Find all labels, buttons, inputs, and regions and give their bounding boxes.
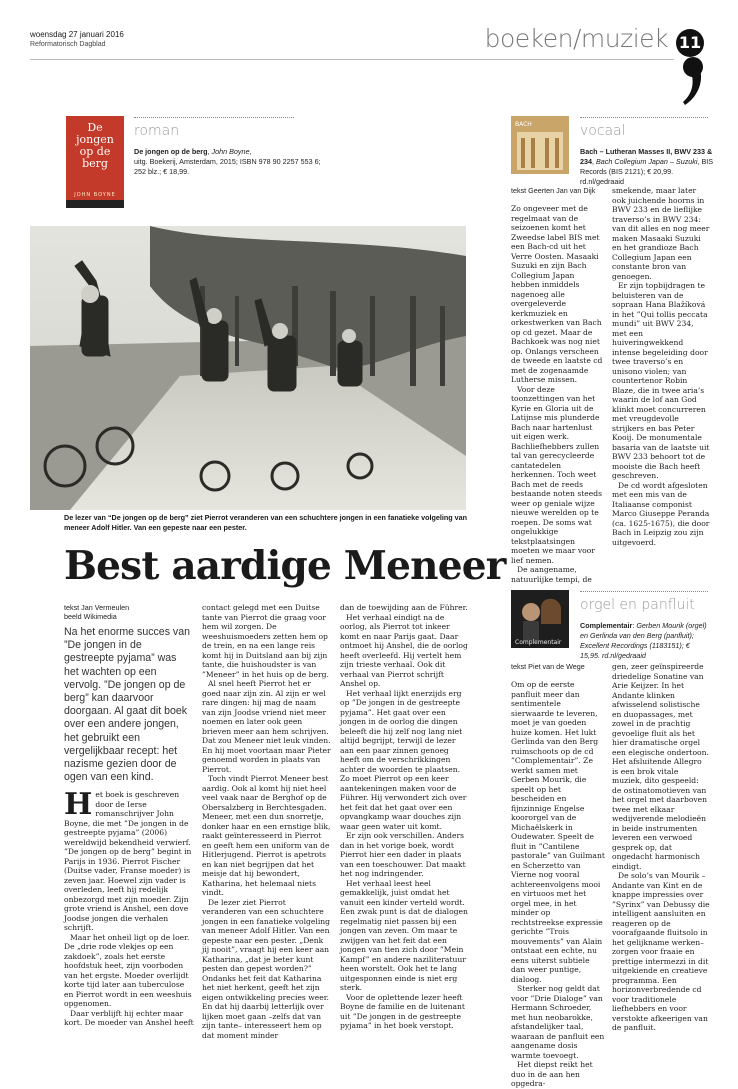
article-photo bbox=[30, 226, 466, 510]
svg-text:Complementair: Complementair bbox=[515, 639, 562, 646]
dotted-rule bbox=[580, 117, 708, 118]
organ-article-column-2: gen, zeer geïnspireerde driedelige Sonatine van Arie Keijzer. In het Andante klinken afwisselend solistische en duopassages, met zowel in de prachtig gevoelige fluit als het hier dramatische orgel een elegische ondertoon. Het afsluitende Allegro is een brok vitale muziek, dito gespeeld: de ostinatomotieven van het orgel met daarboven twee met elkaar wedijverende melodieën in beide instrumenten leveren een verwoed gesprek op, dat ongedacht harmonisch eindigt. De solo’s van Mourik –Andante van Kint en de knappe impressies over ”Syrinx” van Debussy die intelligent aansluiten en reageren op de voorafgaande fluitsolo in het geliјkname werken– zorgen voor fraaie en prettige intermezzi in dit uitgekiende en creatieve programma. Een horizonverbredende cd voor traditionele liefhebbers en voor verstokte afkeerigen van de panfluit. bbox=[612, 662, 710, 1032]
issue-date: woensdag 27 januari 2016 bbox=[30, 30, 124, 39]
cd-cover-complementair bbox=[511, 590, 569, 648]
book-article-column-2: contact gelegd met een Duitse tante van Pierrot die graag voor hem wil zorgen. De weeshuismoeders zetten hem op de trein, en na een lange reis komt hij in Duitsland aan bij zijn tante, die huishoudster is van ”Meneer” in het huis op de berg. Al snel heeft Pierrot het er goed naar zijn zin. Al zijn er wel rare dingen: hij mag de naam van zijn Joodse vriend niet meer noemen en later ook geen brieven meer aan hem schrijven. Dat zou Meneer niet leuk vinden. En hij moet voortaan maar Pieter genoemd worden in plaats van Pierrot. Toch vindt Pierrot Meneer best aardig. Ook al komt hij niet heel veel vaak naar de Berghof op de Obersalzberg in Berchtesgaden. Meneer, met een dun snorretje, donker haar en een ernstige blik, raakt geïnteresseerd in Pierrot en geeft hem een uniform van de Hitlerjugend. Pierrot is apetrots en kan niet begrijpen dat het meisje dat hij bewondert, Katharina, het helemaal niets vindt. De lezer ziet Pierrot veranderen van een schuchtere jongen in een fanatieke volgeling van meneer Adolf Hitler. Van een gepeste naar een pester. „Denk jij nooit”, vraagt hij een keer aan Katharina, „dat je beter kunt pesten dan gepest worden?” Ondanks het feit dat Katharina het niet herkent, geeft het zijn eigen ontwikkeling precies weer. En dat hij daarbij letterlijk over lijken moet gaan –zelfs dat van zijn tante– interesseert hem op dat moment minder bbox=[202, 603, 331, 1040]
book-article-column-3: dan de toewijding aan de Führer. Het verhaal eindigt na de oorlog, als Pierrot tot inkeer komt en naar Parijs gaat. Daar ontmoet hij Anshel, die de oorlog heeft overleefd. Hij vertelt hem zijn trieste verhaal. Ook dit verhaal van Pierrot schrijft Anshel op. Het verhaal lijkt enerzijds erg op ”De jongen in de gestreepte pyjama”. Het gaat over een jongen in de oorlog die dingen beleeft die hij zelf nog lang niet altijd begrijpt, terwijl de lezer aan een paar zinnen genoeg heeft om de verschrikkingen achter de woorden te plaatsen. Zo moet Pierrot op een keer aantekeningen maken voor de Führer. Hij verwondert zich over het feit dat het gaat over een opvangkamp waar douches zijn waar geen water uit komt. Er zijn ook verschillen. Anders dan in het vorige boek, wordt Pierrot hier een dader in plaats van een toeschouwer. Dat maakt het nog indringender. Het verhaal leest heel gemakkelijk, juist omdat het vanuit een kinder verteld wordt. Een zwak punt is dat de dialogen regelmatig niet passen bij een jongen van zeven. Om maar te zwijgen van het feit dat een jongen van tien zich door ”Mein Kampf” en andere naziliteratuur heen worstelt. Ook het te lang uitgesponnen einde is niet erg sterk. Voor de oplettende lezer heeft Boyne de familie en de luitenant uit ”De jongen in de gestreepte pyjama” in het boek verstopt. bbox=[340, 603, 468, 1030]
book-cover: De jongen op de berg JOHN BOYNE bbox=[66, 116, 124, 208]
photo-caption: De lezer van “De jongen op de berg” ziet Pierrot veranderen van een schuchtere jongen in een fanatieke volgeling van meneer Adolf Hitler. Van een gepeste naar een pester. bbox=[64, 513, 468, 532]
cd-details-complementair: Complementair: Gerben Mourik (orgel) en Gerlinda van den Berg (panfluit); Excellent Recordings (1183151); € 15,95. rd.nl/gedraaid bbox=[580, 621, 707, 660]
newspaper-name: Reformatorisch Dagblad bbox=[30, 41, 106, 48]
comma-icon bbox=[682, 54, 704, 106]
section-label-roman: roman bbox=[134, 123, 180, 139]
vocal-article-column-2: smekende, maar later ook juichende hoorns in BWV 233 en de lieflijke traverso’s in BWV 234: van dit alles en nog meer maken Masaaki Suzuki en het grandioze Bach Collegium Japan een constante bron van genoegen. Er zijn topbijdragen te beluisteren van de sopraan Hana Blažíková in het ”Qui tollis peccata mundi” uit BWV 234, met een huiveringwekkend intense begeleiding door twee traverso’s en unisono violen; van countertenor Robin Blaze, die in twee aria’s waarin de lof aan God klinkt moet concurreren met vreugdevolle strijkers en bas Peter Kooij. De monumentale basaria van de laatste uit BWV 233 behoort tot de mooiste die Bach heeft geschreven. De cd wordt afgesloten met een mis van de Italiaanse componist Marco Giuseppe Peranda (ca. 1625-1675), die door Bach in Leipzig zou zijn uitgevoerd. bbox=[612, 186, 710, 547]
header-rule bbox=[30, 59, 674, 60]
headline: Best aardige Meneer bbox=[64, 543, 506, 589]
dotted-rule bbox=[580, 591, 708, 592]
vocal-article-column-1: Zo ongeveer met de regelmaat van de seizoenen komt het Zweedse label BIS met een Bach-cd uit het Verre Oosten. Masaaki Suzuki en zijn Bach Collegium Japan hebben inmiddels nagenoeg alle overgeleverde kerkmuziek en orkestwerken van Bach op cd gezet. Maar de Bachkoek was nog niet op. Onlangs verscheen de tweede en laatste cd met de zogenaamde Lutherse missen. Voor deze toonzettingen van het Kyrie en Gloria uit de Latijnse mis plunderde Bach naar hartenlust uit eigen werk. Bachliefhebbers zullen tal van gerecycleerde cantatedelen herkennen. Toch weet Bach met de reeds bestaande noten steeds weer op geniale wijze nieuwe werelden op te roepen. De soms wat ongelukkige tekstplaatsingen moeten we maar voor lief nemen. De aangename, natuurlijke tempi, de bbox=[511, 204, 603, 584]
cd-details-bach: Bach – Lutheran Masses II, BWV 233 & 234, Bach Collegium Japan – Suzuki, BIS Records (BIS 2121); € 20,99. rd.nl/gedraaid bbox=[580, 147, 714, 186]
section-title: boeken/muziek bbox=[484, 24, 668, 53]
section-label-vocaal: vocaal bbox=[580, 123, 626, 139]
svg-text:BACH: BACH bbox=[515, 121, 532, 128]
byline: tekst Jan Vermeulen beeld Wikimedia bbox=[64, 603, 130, 621]
cd-cover-bach bbox=[511, 116, 569, 174]
drop-cap: H bbox=[64, 787, 93, 822]
book-details: De jongen op de berg, John Boyne, uitg. Boekerij, Amsterdam, 2015; ISBN 978 90 2257 553 6; 252 blz.; € 18,99. bbox=[134, 147, 321, 176]
dotted-rule bbox=[134, 117, 294, 118]
article-lead: Na het enorme succes van ”De jongen in de gestreepte pyjama” was het wachten op een vervolg. ”De jongen op de berg” kan daarvoor doorgaan. Al gaat dit boek over een andere jongen, het gebruikt een vergelijkbaar recept: het nazisme gezien door de ogen van een kind. bbox=[64, 626, 191, 784]
byline-organ: tekst Piet van de Wege bbox=[511, 662, 585, 671]
book-article-column-1: H et boek is geschreven door de Ierse romanschrijver John Boyne, die met ”De jongen in de gestreepte pyjama” (2006) wereldwijd bekendheid verwierf. ”De jongen op de berg” begint in Parijs in 1936. Pierrot Fischer (Duitse vader, Franse moeder) is zeven jaar. Hoewel zijn vader is overleden, leeft hij redelijk onbezorgd met zijn moeder. Zijn grote vriend is Anshel, een dove Joodse jongen die verhalen schrijft. Maar het onheil ligt op de loer. De „drie rode vlekjes op een zakdoek”, zoals het eerste hoofdstuk heet, zijn voorboden van het ergste. Moeder overlijdt korte tijd later aan tuberculose en Pierrot wordt in een weeshuis opgenomen. Daar verblijft hij echter maar kort. De moeder van Anshel heeft bbox=[64, 787, 194, 1027]
section-label-orgel: orgel en panfluit bbox=[580, 597, 695, 613]
page-number: 11 bbox=[676, 29, 704, 57]
byline-vocal: tekst Geerten Jan van Dijk bbox=[511, 186, 596, 195]
organ-article-column-1: Om op de eerste panfluit meer dan sentimentele sierwaarde te leveren, moet je van goeden huize komen. Het lukt Gerlinda van den Berg ruimschoots op de cd ”Complementair”. Ze werkt samen met Gerben Mourik, die speelt op het bescheiden en fijnzinnige Engelse koororgel van de Michaëlskerk in Oudewater. Speelt de fluit in ”Cantilene pastorale” van Guilmant en Scherzetto van Vierne nog vooral achtereenvolgens mooi en virtuoos met het orgel mee, in het minder op rechtstreekse expressie gerichte ”Trois mouvements” van Alain ontstaat een echte, nu eens uiterst subtiele dan weer puntige, dialoog. Sterker nog geldt dat voor ”Drie Dialoge” van Hermann Schroeder, met hun neobarokke, afstandelijker taal, waaraan de panfluit een aangename dosis warmte toevoegt. Het diepst reikt het duo in de aan hen opgedra- bbox=[511, 680, 605, 1088]
